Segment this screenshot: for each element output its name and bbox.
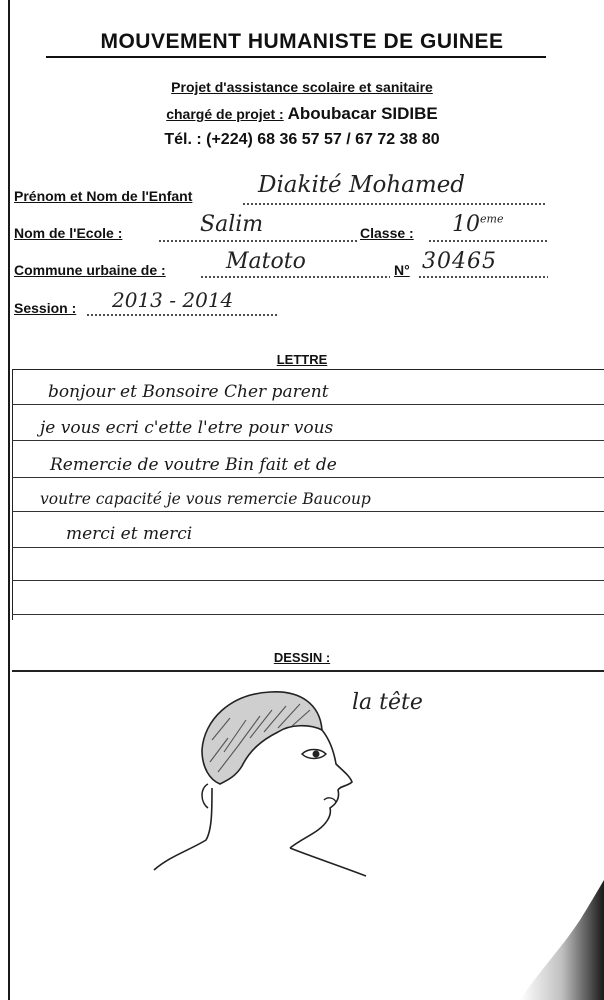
session-field bbox=[14, 300, 76, 316]
page-border bbox=[8, 0, 10, 1000]
letter-rule bbox=[12, 614, 604, 615]
number-value: 30465 bbox=[422, 249, 497, 274]
child-name-field bbox=[14, 188, 192, 204]
letter-line-1: bonjour et Bonsoire Cher parent bbox=[48, 382, 329, 402]
school-label: Nom de l'Ecole : bbox=[14, 225, 123, 241]
phone-number: Tél. : (+224) 68 36 57 57 / 67 72 38 80 bbox=[164, 131, 440, 148]
scan-shadow bbox=[500, 880, 604, 1000]
manager-label: chargé de projet : bbox=[166, 106, 284, 122]
commune-value: Matoto bbox=[226, 249, 306, 274]
letter-line-2: je vous ecri c'ette l'etre pour vous bbox=[40, 418, 334, 438]
class-suffix: eme bbox=[480, 212, 504, 226]
class-dots bbox=[428, 240, 548, 242]
number-dots bbox=[418, 276, 548, 278]
drawing-title: DESSIN : bbox=[273, 650, 331, 665]
organization-name: MOUVEMENT HUMANISTE DE GUINEE bbox=[100, 30, 504, 53]
letter-rule bbox=[12, 477, 604, 478]
organization-title bbox=[0, 30, 604, 54]
title-underline bbox=[46, 56, 546, 58]
commune-label: Commune urbaine de : bbox=[14, 262, 166, 278]
child-name-value: Diakité Mohamed bbox=[258, 172, 466, 198]
class-field bbox=[360, 225, 414, 241]
school-value: Salim bbox=[200, 212, 264, 237]
number-field bbox=[394, 262, 410, 278]
session-dots bbox=[86, 314, 278, 316]
phone-line bbox=[0, 131, 604, 149]
class-value bbox=[452, 212, 503, 237]
child-name-dots bbox=[242, 203, 546, 205]
project-line bbox=[0, 79, 604, 95]
manager-name: Aboubacar SIDIBE bbox=[287, 104, 438, 123]
letter-rule bbox=[12, 511, 604, 512]
manager-line bbox=[0, 104, 604, 124]
drawing-caption: la tête bbox=[352, 690, 423, 715]
head-drawing bbox=[150, 680, 380, 880]
child-name-label: Prénom et Nom de l'Enfant bbox=[14, 188, 193, 204]
letter-rule bbox=[12, 580, 604, 581]
letter-line-5: merci et merci bbox=[66, 524, 193, 544]
class-number: 10 bbox=[452, 212, 480, 237]
school-dots bbox=[158, 240, 358, 242]
letter-rule bbox=[12, 440, 604, 441]
session-label: Session : bbox=[14, 300, 77, 316]
letter-rule bbox=[12, 547, 604, 548]
letter-rule bbox=[12, 404, 604, 405]
drawing-rule bbox=[12, 670, 604, 672]
class-label: Classe : bbox=[360, 225, 414, 241]
letter-line-3: Remercie de voutre Bin fait et de bbox=[50, 455, 337, 475]
commune-dots bbox=[200, 276, 390, 278]
commune-field bbox=[14, 262, 166, 278]
letter-title: LETTRE bbox=[276, 352, 328, 367]
session-value: 2013 - 2014 bbox=[112, 288, 234, 312]
school-field bbox=[14, 225, 122, 241]
number-label: N° bbox=[394, 262, 410, 278]
project-name: Projet d'assistance scolaire et sanitaire bbox=[171, 79, 433, 95]
letter-line-4: voutre capacité je vous remercie Baucoup bbox=[40, 490, 371, 508]
